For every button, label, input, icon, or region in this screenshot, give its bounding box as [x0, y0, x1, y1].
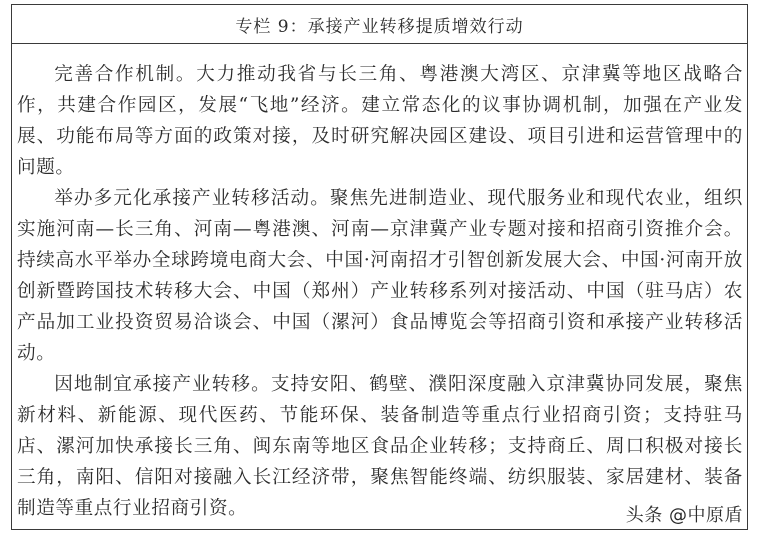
column-header — [12, 5, 747, 44]
column-title: 专栏 9：承接产业转移提质增效行动 — [235, 16, 524, 37]
paragraph-transfer-activities: 举办多元化承接产业转移活动。聚焦先进制造业、现代服务业和现代农业，组织实施河南—长三角、河南—粤港澳、河南—京津冀产业专题对接和招商引资推介会。持续高水平举办全球跨境电商大会、中国·河南招才引智创新发展大会、中国·河南开放创新暨跨国技术转移大会、中国（郑州）产业转移系列对接活动、中国（驻马店）农产品加工业投资贸易洽谈会、中国（漯河）食品博览会等招商引资和承接产业转移活动。 — [17, 188, 743, 364]
paragraph-cooperation-mechanism: 完善合作机制。大力推动我省与长三角、粤港澳大湾区、京津冀等地区战略合作，共建合作园区，发展“飞地”经济。建立常态化的议事协调机制，加强在产业发展、功能布局等方面的政策对接，及时研究解决园区建设、项目引进和运营管理中的问题。 — [17, 64, 743, 178]
source-watermark: 头条 @中原盾 — [625, 505, 743, 526]
paragraph-local-transfer: 因地制宜承接产业转移。支持安阳、鹤壁、濮阳深度融入京津冀协同发展，聚焦新材料、新能源、现代医药、节能环保、装备制造等重点行业招商引资；支持驻马店、漯河加快承接长三角、闽东南等地区食品企业转移；支持商丘、周口积极对接长三角，南阳、信阳对接融入长江经济带，聚焦智能终端、纺织服装、家居建材、装备制造等重点行业招商引资。 — [17, 374, 743, 519]
column-box — [11, 4, 748, 530]
column-body — [12, 44, 747, 524]
